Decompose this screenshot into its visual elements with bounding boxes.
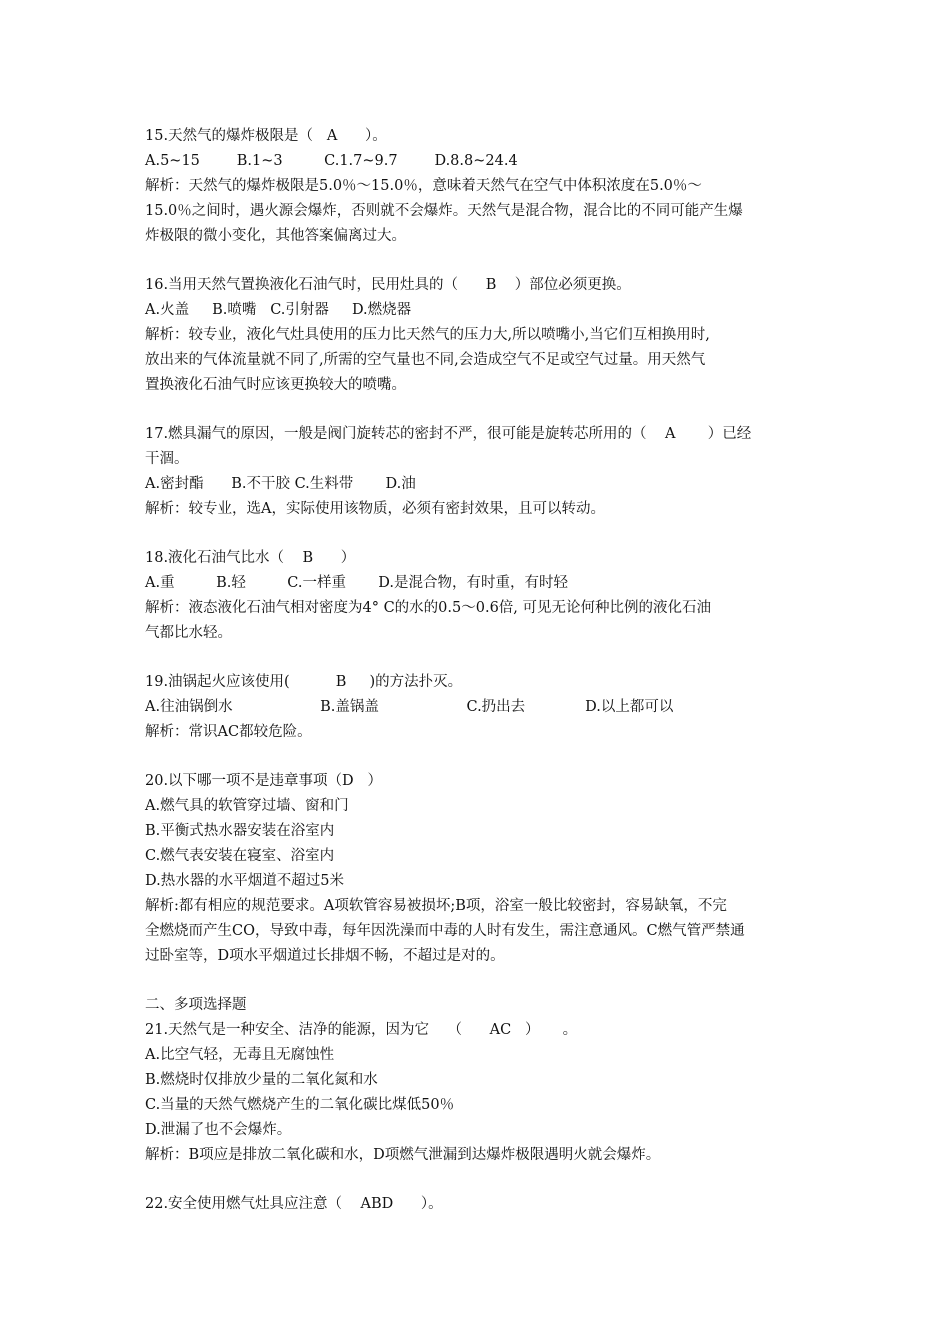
document-page [145,124,815,1217]
question-options: A.火盖 B.喷嘴 C.引射器 D.燃烧器 [145,302,412,318]
question-20 [145,769,815,969]
question-stem: 18.液化石油气比水（ B ） [145,550,356,566]
analysis-line: 解析：较专业，选A，实际使用该物质，必须有密封效果，且可以转动。 [145,501,605,517]
analysis-line: 解析：常识AC都较危险。 [145,724,312,740]
analysis-line: 解析：天然气的爆炸极限是5.0％～15.0％，意味着天然气在空气中体积浓度在5.0％～ [145,178,702,194]
analysis-line: 过卧室等，D项水平烟道过长排烟不畅，不超过是对的。 [145,948,505,964]
option-line: C.当量的天然气燃烧产生的二氧化碳比煤低50％ [145,1097,455,1113]
question-stem: 20.以下哪一项不是违章事项（D ） [145,773,383,789]
analysis-line: 全燃烧而产生CO，导致中毒，每年因洗澡而中毒的人时有发生，需注意通风。C燃气管严禁通 [145,923,745,939]
analysis-line: 解析：B项应是排放二氧化碳和水，D项燃气泄漏到达爆炸极限遇明火就会爆炸。 [145,1147,661,1163]
question-stem: 15.天然气的爆炸极限是（ A ）。 [145,128,387,144]
analysis-line: 解析：较专业，液化气灶具使用的压力比天然气的压力大,所以喷嘴小,当它们互相换用时, [145,327,710,343]
question-21 [145,1018,815,1168]
analysis-line: 解析:都有相应的规范要求。A项软管容易被损坏;B项，浴室一般比较密封，容易缺氧，不完 [145,898,727,914]
question-options: A.往油锅倒水 B.盖锅盖 C.扔出去 D.以上都可以 [145,699,674,715]
section-title: 二、多项选择题 [145,997,247,1013]
question-15 [145,124,815,249]
option-line: B.平衡式热水器安装在浴室内 [145,823,335,839]
option-line: B.燃烧时仅排放少量的二氧化氮和水 [145,1072,378,1088]
analysis-line: 气都比水轻。 [145,625,232,641]
question-options: A.密封酯 B.不干胶 C.生料带 D.油 [145,476,416,492]
question-stem: 16.当用天然气置换液化石油气时，民用灶具的（ B ）部位必须更换。 [145,277,631,293]
option-line: A.燃气具的软管穿过墙、窗和门 [145,798,349,814]
question-17 [145,422,815,522]
analysis-line: 炸极限的微小变化，其他答案偏离过大。 [145,228,406,244]
question-stem: 22.安全使用燃气灶具应注意（ ABD ）。 [145,1196,443,1212]
analysis-line: 放出来的气体流量就不同了,所需的空气量也不同,会造成空气不足或空气过量。用天然气 [145,352,706,368]
question-22 [145,1192,815,1217]
analysis-line: 解析：液态液化石油气相对密度为4° C的水的0.5～0.6倍, 可见无论何种比例的液化石油 [145,600,712,616]
analysis-line: 15.0％之间时，遇火源会爆炸，否则就不会爆炸。天然气是混合物，混合比的不同可能产生爆 [145,203,743,219]
option-line: C.燃气表安装在寝室、浴室内 [145,848,335,864]
question-options: A.重 B.轻 C.一样重 D.是混合物，有时重，有时轻 [145,575,568,591]
question-stem: 19.油锅起火应该使用( B )的方法扑灭。 [145,674,463,690]
option-line: D.泄漏了也不会爆炸。 [145,1122,292,1138]
question-options: A.5~15 B.1~3 C.1.7~9.7 D.8.8~24.4 [145,153,518,169]
option-line: A.比空气轻，无毒且无腐蚀性 [145,1047,335,1063]
question-stem: 21.天然气是一种安全、洁净的能源，因为它 （ AC ） 。 [145,1022,578,1038]
question-stem-continued: 干涸。 [145,451,189,467]
question-stem: 17.燃具漏气的原因，一般是阀门旋转芯的密封不严，很可能是旋转芯所用的（ A ）已经 [145,426,752,442]
analysis-line: 置换液化石油气时应该更换较大的喷嘴。 [145,377,406,393]
option-line: D.热水器的水平烟道不超过5米 [145,873,344,889]
question-16 [145,273,815,398]
question-19 [145,670,815,745]
question-18 [145,546,815,646]
